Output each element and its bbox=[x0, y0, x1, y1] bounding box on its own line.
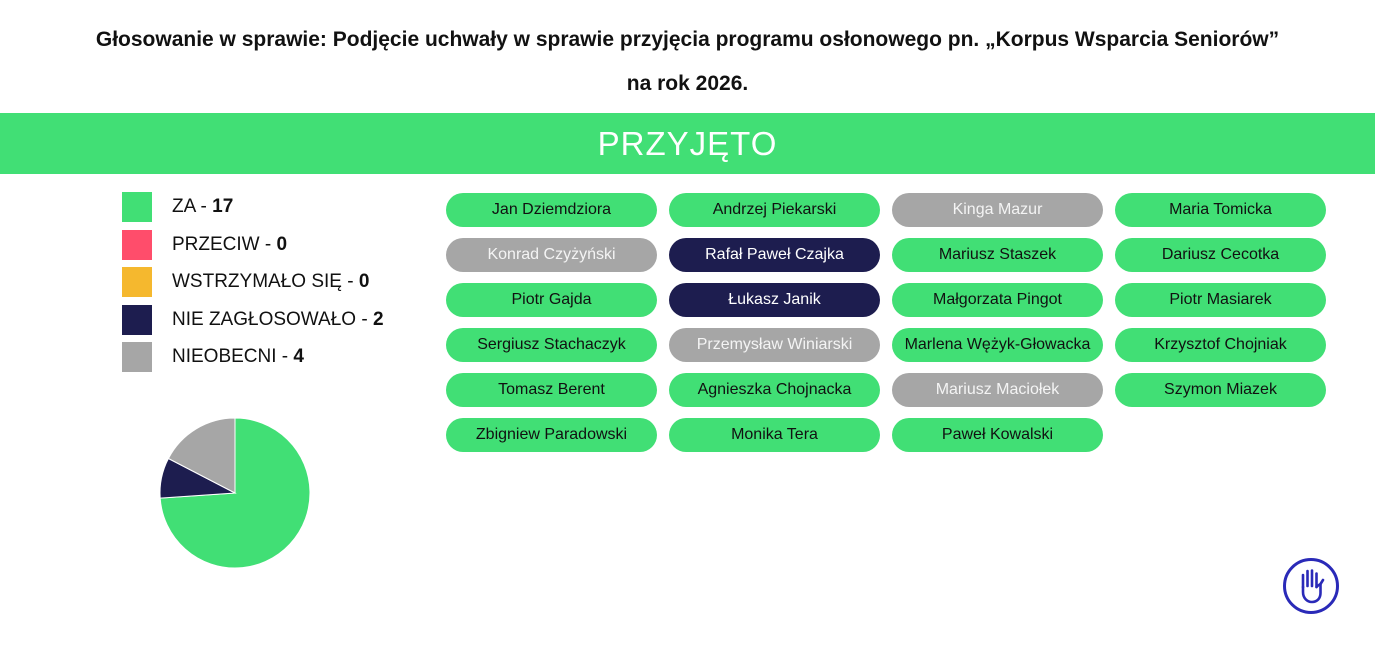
legend-item-nieobecni bbox=[122, 342, 384, 372]
legend-label-nieobecni: NIEOBECNI - 4 bbox=[172, 346, 304, 367]
councillor-pill: Sergiusz Stachaczyk bbox=[446, 328, 657, 362]
councillor-pill: Jan Dziemdziora bbox=[446, 193, 657, 227]
councillor-pill: Marlena Wężyk-Głowacka bbox=[892, 328, 1103, 362]
councillor-grid bbox=[446, 193, 1326, 452]
vote-title-line1: Głosowanie w sprawie: Podjęcie uchwały w sprawie przyjęcia programu osłonowego pn. „Korpus Wsparcia Seniorów” bbox=[95, 28, 1280, 51]
vote-pie-chart bbox=[158, 416, 312, 570]
councillor-pill: Łukasz Janik bbox=[669, 283, 880, 317]
result-banner: PRZYJĘTO bbox=[0, 113, 1375, 174]
hand-icon[interactable] bbox=[1282, 557, 1340, 615]
councillor-pill: Zbigniew Paradowski bbox=[446, 418, 657, 452]
councillor-pill: Andrzej Piekarski bbox=[669, 193, 880, 227]
councillor-pill: Mariusz Maciołek bbox=[892, 373, 1103, 407]
councillor-pill: Szymon Miazek bbox=[1115, 373, 1326, 407]
legend-label-nie-zaglosowalo: NIE ZAGŁOSOWAŁO - 2 bbox=[172, 308, 384, 330]
councillor-pill: Piotr Gajda bbox=[446, 283, 657, 317]
councillor-pill: Kinga Mazur bbox=[892, 193, 1103, 227]
councillor-pill: Rafał Paweł Czajka bbox=[669, 238, 880, 272]
vote-title-line2: na rok 2026. bbox=[626, 72, 749, 95]
councillor-pill: Małgorzata Pingot bbox=[892, 283, 1103, 317]
legend-item-wstrzymalo bbox=[122, 267, 384, 297]
legend-label-przeciw: PRZECIW - 0 bbox=[172, 233, 288, 255]
legend-label-wstrzymalo: WSTRZYMAŁO SIĘ - 0 bbox=[172, 271, 370, 292]
legend-item-za bbox=[122, 192, 384, 222]
councillor-pill: Tomasz Berent bbox=[446, 373, 657, 407]
legend-label-za: ZA - 17 bbox=[172, 196, 234, 217]
legend-swatch-wstrzymalo bbox=[122, 267, 152, 297]
councillor-pill: Mariusz Staszek bbox=[892, 238, 1103, 272]
councillor-pill: Agnieszka Chojnacka bbox=[669, 373, 880, 407]
legend-swatch-za bbox=[122, 192, 152, 222]
councillor-pill: Konrad Czyżyński bbox=[446, 238, 657, 272]
legend-swatch-nieobecni bbox=[122, 342, 152, 372]
legend-item-przeciw bbox=[122, 230, 384, 260]
councillor-pill: Dariusz Cecotka bbox=[1115, 238, 1326, 272]
legend-swatch-przeciw bbox=[122, 230, 152, 260]
councillor-pill: Monika Tera bbox=[669, 418, 880, 452]
councillor-pill: Maria Tomicka bbox=[1115, 193, 1326, 227]
councillor-pill: Przemysław Winiarski bbox=[669, 328, 880, 362]
councillor-pill: Paweł Kowalski bbox=[892, 418, 1103, 452]
councillor-pill: Krzysztof Chojniak bbox=[1115, 328, 1326, 362]
legend-item-nie-zaglosowalo bbox=[122, 305, 384, 335]
councillor-pill: Piotr Masiarek bbox=[1115, 283, 1326, 317]
legend bbox=[122, 192, 384, 380]
vote-title bbox=[0, 18, 1375, 106]
legend-swatch-nie-zaglosowalo bbox=[122, 305, 152, 335]
